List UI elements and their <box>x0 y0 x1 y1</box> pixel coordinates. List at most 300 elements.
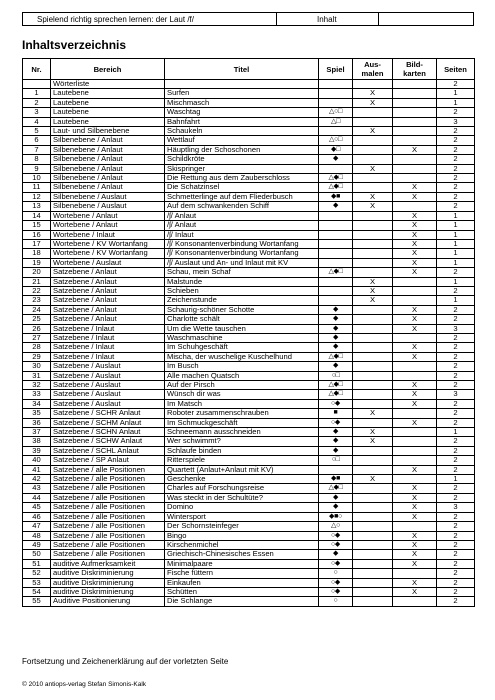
cell-seiten: 1 <box>437 98 475 107</box>
cell-seiten: 2 <box>437 559 475 568</box>
cell-bereich: Satzebene / Anlaut <box>51 286 165 295</box>
cell-seiten: 2 <box>437 174 475 183</box>
cell-spiel: ○◆ <box>319 531 353 540</box>
page-title: Inhaltsverzeichnis <box>22 38 127 52</box>
header-empty-cell <box>379 13 473 25</box>
cell-seiten: 2 <box>437 183 475 192</box>
cell-ausmalen <box>353 503 393 512</box>
cell-bildkarten: X <box>393 381 437 390</box>
cell-bildkarten <box>393 127 437 136</box>
cell-titel: Der Schornsteinfeger <box>165 522 319 531</box>
cell-nr: 8 <box>23 155 51 164</box>
header-section: Inhalt <box>277 13 379 25</box>
table-row <box>23 475 475 484</box>
cell-bildkarten <box>393 333 437 342</box>
cell-seiten: 2 <box>437 268 475 277</box>
cell-seiten: 2 <box>437 456 475 465</box>
cell-seiten: 2 <box>437 343 475 352</box>
cell-bildkarten: X <box>393 324 437 333</box>
column-header-nr: Nr. <box>23 59 51 80</box>
cell-titel: Wer schwimmt? <box>165 437 319 446</box>
cell-bildkarten <box>393 296 437 305</box>
cell-nr: 52 <box>23 569 51 578</box>
cell-titel: /ʃ/ Inlaut <box>165 230 319 239</box>
table-body <box>23 80 475 607</box>
cell-bildkarten: X <box>393 484 437 493</box>
cell-seiten: 2 <box>437 465 475 474</box>
cell-ausmalen <box>353 258 393 267</box>
cell-ausmalen <box>353 315 393 324</box>
cell-ausmalen: X <box>353 202 393 211</box>
cell-seiten: 2 <box>437 286 475 295</box>
table-row <box>23 286 475 295</box>
cell-titel: Um die Wette tauschen <box>165 324 319 333</box>
cell-bildkarten: X <box>393 352 437 361</box>
cell-seiten: 2 <box>437 315 475 324</box>
cell-bildkarten <box>393 371 437 380</box>
cell-bildkarten: X <box>393 305 437 314</box>
table-row <box>23 249 475 258</box>
cell-spiel: ◆ <box>319 305 353 314</box>
cell-nr: 10 <box>23 174 51 183</box>
cell-nr: 23 <box>23 296 51 305</box>
cell-titel: Schieben <box>165 286 319 295</box>
cell-bereich: Satzebene / SCHL Anlaut <box>51 446 165 455</box>
table-row <box>23 174 475 183</box>
cell-ausmalen <box>353 145 393 154</box>
cell-bereich: Satzebene / Auslaut <box>51 371 165 380</box>
cell-bildkarten: X <box>393 258 437 267</box>
cell-spiel: ○□ <box>319 456 353 465</box>
table-row <box>23 202 475 211</box>
cell-ausmalen <box>353 268 393 277</box>
cell-nr: 6 <box>23 136 51 145</box>
cell-bereich: Satzebene / alle Positionen <box>51 484 165 493</box>
cell-spiel: △○ <box>319 522 353 531</box>
cell-seiten: 2 <box>437 484 475 493</box>
table-row <box>23 597 475 606</box>
cell-spiel <box>319 249 353 258</box>
cell-nr: 3 <box>23 108 51 117</box>
cell-ausmalen <box>353 399 393 408</box>
cell-bereich: Satzebene / alle Positionen <box>51 475 165 484</box>
cell-spiel: ○◆ <box>319 418 353 427</box>
cell-bildkarten <box>393 174 437 183</box>
cell-ausmalen: X <box>353 89 393 98</box>
cell-nr: 18 <box>23 249 51 258</box>
table-row <box>23 324 475 333</box>
column-header-seiten: Seiten <box>437 59 475 80</box>
column-header-spiel: Spiel <box>319 59 353 80</box>
cell-spiel: ○ <box>319 597 353 606</box>
cell-titel: Bahnfahrt <box>165 117 319 126</box>
cell-ausmalen: X <box>353 296 393 305</box>
cell-ausmalen <box>353 522 393 531</box>
cell-bildkarten: X <box>393 268 437 277</box>
cell-bildkarten <box>393 80 437 89</box>
cell-bereich: Wortebene / KV Wortanfang <box>51 239 165 248</box>
table-row <box>23 108 475 117</box>
cell-spiel: △◆□ <box>319 352 353 361</box>
cell-ausmalen: X <box>353 164 393 173</box>
cell-nr: 7 <box>23 145 51 154</box>
cell-titel: Ritterspiele <box>165 456 319 465</box>
cell-nr: 42 <box>23 475 51 484</box>
cell-bereich: Lautebene <box>51 89 165 98</box>
cell-bildkarten <box>393 164 437 173</box>
cell-bereich: Satzebene / Auslaut <box>51 399 165 408</box>
cell-spiel: ◆ <box>319 493 353 502</box>
table-row <box>23 465 475 474</box>
cell-titel: Schildkröte <box>165 155 319 164</box>
cell-titel: Griechisch-Chinesisches Essen <box>165 550 319 559</box>
cell-seiten: 1 <box>437 211 475 220</box>
cell-bereich: Satzebene / alle Positionen <box>51 540 165 549</box>
cell-nr: 34 <box>23 399 51 408</box>
cell-bildkarten <box>393 117 437 126</box>
cell-ausmalen: X <box>353 409 393 418</box>
cell-bildkarten: X <box>393 211 437 220</box>
cell-ausmalen <box>353 230 393 239</box>
cell-nr <box>23 80 51 89</box>
cell-seiten: 2 <box>437 381 475 390</box>
cell-titel: Malstunde <box>165 277 319 286</box>
cell-spiel: ◆ <box>319 428 353 437</box>
cell-nr: 54 <box>23 587 51 596</box>
cell-seiten: 2 <box>437 108 475 117</box>
cell-bereich: Silbenebene / Anlaut <box>51 145 165 154</box>
cell-titel: Häuptling der Schoschonen <box>165 145 319 154</box>
cell-nr: 11 <box>23 183 51 192</box>
cell-nr: 35 <box>23 409 51 418</box>
cell-bildkarten <box>393 597 437 606</box>
cell-spiel <box>319 296 353 305</box>
cell-spiel: ◆■○ <box>319 512 353 521</box>
footer-note: Fortsetzung und Zeichenerklärung auf der vorletzten Seite <box>22 657 229 666</box>
cell-bereich: Silbenebene / Auslaut <box>51 192 165 201</box>
cell-titel: Zeichenstunde <box>165 296 319 305</box>
cell-bereich: Satzebene / Anlaut <box>51 296 165 305</box>
header-book-title: Spielend richtig sprechen lernen: der Laut /f/ <box>23 13 277 25</box>
cell-seiten: 2 <box>437 136 475 145</box>
cell-bildkarten <box>393 409 437 418</box>
cell-bereich: auditive Diskriminierung <box>51 569 165 578</box>
cell-spiel: △◆□ <box>319 174 353 183</box>
cell-nr: 20 <box>23 268 51 277</box>
cell-titel: Waschtag <box>165 108 319 117</box>
cell-spiel: △◆□ <box>319 484 353 493</box>
cell-spiel <box>319 164 353 173</box>
cell-ausmalen <box>353 418 393 427</box>
cell-spiel: △◆□ <box>319 268 353 277</box>
cell-seiten: 2 <box>437 371 475 380</box>
cell-titel: Schmetterlinge auf dem Fliederbusch <box>165 192 319 201</box>
table-row <box>23 569 475 578</box>
table-row <box>23 136 475 145</box>
cell-bereich: Satzebene / Auslaut <box>51 381 165 390</box>
cell-ausmalen: X <box>353 127 393 136</box>
cell-bildkarten <box>393 446 437 455</box>
cell-ausmalen <box>353 512 393 521</box>
cell-seiten: 1 <box>437 239 475 248</box>
cell-nr: 33 <box>23 390 51 399</box>
cell-bildkarten: X <box>393 578 437 587</box>
cell-nr: 2 <box>23 98 51 107</box>
cell-seiten: 2 <box>437 522 475 531</box>
cell-nr: 1 <box>23 89 51 98</box>
cell-seiten: 2 <box>437 569 475 578</box>
cell-titel: Wünsch dir was <box>165 390 319 399</box>
cell-spiel: △○□ <box>319 108 353 117</box>
table-row <box>23 503 475 512</box>
cell-ausmalen <box>353 352 393 361</box>
cell-seiten: 1 <box>437 89 475 98</box>
cell-bereich: Satzebene / SCHN Anlaut <box>51 428 165 437</box>
cell-ausmalen <box>353 390 393 399</box>
cell-ausmalen <box>353 587 393 596</box>
cell-spiel <box>319 211 353 220</box>
cell-bereich: Wortebene / Inlaut <box>51 230 165 239</box>
cell-bereich: Satzebene / alle Positionen <box>51 503 165 512</box>
cell-titel: Skispringer <box>165 164 319 173</box>
contents-table <box>22 58 475 607</box>
cell-titel: Auf dem schwankenden Schiff <box>165 202 319 211</box>
table-row <box>23 578 475 587</box>
cell-titel: Fische füttern <box>165 569 319 578</box>
cell-titel: Schaukeln <box>165 127 319 136</box>
cell-bereich: Satzebene / Inlaut <box>51 343 165 352</box>
cell-bereich: Wortebene / KV Wortanfang <box>51 249 165 258</box>
cell-titel: Die Rettung aus dem Zauberschloss <box>165 174 319 183</box>
table-row <box>23 296 475 305</box>
cell-nr: 14 <box>23 211 51 220</box>
cell-bildkarten: X <box>393 503 437 512</box>
cell-seiten: 1 <box>437 475 475 484</box>
cell-ausmalen: X <box>353 277 393 286</box>
table-row <box>23 258 475 267</box>
cell-bereich: Auditive Positionierung <box>51 597 165 606</box>
cell-ausmalen: X <box>353 437 393 446</box>
cell-bereich: Lautebene <box>51 108 165 117</box>
cell-ausmalen <box>353 324 393 333</box>
cell-titel: /ʃ/ Auslaut und An- und Inlaut mit KV <box>165 258 319 267</box>
table-row <box>23 211 475 220</box>
cell-ausmalen <box>353 493 393 502</box>
table-row <box>23 343 475 352</box>
cell-bildkarten <box>393 277 437 286</box>
table-row <box>23 512 475 521</box>
cell-titel: Was steckt in der Schultüte? <box>165 493 319 502</box>
cell-nr: 31 <box>23 371 51 380</box>
cell-nr: 28 <box>23 343 51 352</box>
table-row <box>23 80 475 89</box>
cell-nr: 12 <box>23 192 51 201</box>
cell-bereich: Satzebene / alle Positionen <box>51 550 165 559</box>
cell-seiten: 2 <box>437 333 475 342</box>
cell-nr: 36 <box>23 418 51 427</box>
cell-nr: 50 <box>23 550 51 559</box>
cell-titel: Charles auf Forschungsreise <box>165 484 319 493</box>
cell-spiel: △□ <box>319 117 353 126</box>
cell-bildkarten: X <box>393 418 437 427</box>
cell-spiel: ○◆ <box>319 587 353 596</box>
cell-bereich: Satzebene / alle Positionen <box>51 493 165 502</box>
table-row <box>23 418 475 427</box>
cell-ausmalen: X <box>353 475 393 484</box>
cell-bildkarten: X <box>393 399 437 408</box>
cell-spiel <box>319 239 353 248</box>
cell-titel: /ʃ/ Anlaut <box>165 221 319 230</box>
cell-seiten: 1 <box>437 221 475 230</box>
cell-spiel <box>319 465 353 474</box>
cell-bildkarten: X <box>393 145 437 154</box>
cell-titel: Quartett (Anlaut+Anlaut mit KV) <box>165 465 319 474</box>
table-row <box>23 192 475 201</box>
cell-bereich: Satzebene / SP Anlaut <box>51 456 165 465</box>
cell-spiel: ◆ <box>319 550 353 559</box>
cell-ausmalen <box>353 239 393 248</box>
cell-titel: Schaurig-schöner Schotte <box>165 305 319 314</box>
table-row <box>23 399 475 408</box>
cell-nr: 27 <box>23 333 51 342</box>
cell-nr: 48 <box>23 531 51 540</box>
cell-seiten: 1 <box>437 230 475 239</box>
table-row <box>23 268 475 277</box>
cell-nr: 38 <box>23 437 51 446</box>
table-row <box>23 437 475 446</box>
cell-ausmalen <box>353 362 393 371</box>
cell-titel: Alle machen Quatsch <box>165 371 319 380</box>
cell-spiel: ◆ <box>319 343 353 352</box>
cell-seiten: 1 <box>437 428 475 437</box>
cell-spiel: ○ <box>319 569 353 578</box>
cell-spiel: ◆□ <box>319 145 353 154</box>
cell-spiel <box>319 89 353 98</box>
cell-bereich: Satzebene / alle Positionen <box>51 465 165 474</box>
cell-ausmalen: X <box>353 192 393 201</box>
column-header-ausmalen: Aus- malen <box>353 59 393 80</box>
table-row <box>23 428 475 437</box>
cell-bildkarten <box>393 98 437 107</box>
page-header <box>22 12 474 26</box>
cell-nr: 55 <box>23 597 51 606</box>
cell-bildkarten: X <box>393 230 437 239</box>
cell-bildkarten <box>393 475 437 484</box>
cell-seiten: 2 <box>437 531 475 540</box>
table-row <box>23 352 475 361</box>
table-row <box>23 305 475 314</box>
cell-ausmalen <box>353 221 393 230</box>
cell-titel <box>165 80 319 89</box>
cell-ausmalen <box>353 136 393 145</box>
cell-spiel: ◆■ <box>319 192 353 201</box>
cell-bildkarten <box>393 108 437 117</box>
cell-nr: 51 <box>23 559 51 568</box>
cell-spiel: ○◆ <box>319 578 353 587</box>
cell-seiten: 3 <box>437 503 475 512</box>
cell-bildkarten <box>393 286 437 295</box>
cell-ausmalen <box>353 569 393 578</box>
table-row <box>23 409 475 418</box>
cell-nr: 19 <box>23 258 51 267</box>
cell-spiel <box>319 258 353 267</box>
cell-nr: 13 <box>23 202 51 211</box>
cell-bildkarten: X <box>393 540 437 549</box>
table-row <box>23 127 475 136</box>
cell-bereich: Satzebene / SCHR Anlaut <box>51 409 165 418</box>
cell-titel: Die Schatzinsel <box>165 183 319 192</box>
cell-bereich: Silbenebene / Anlaut <box>51 164 165 173</box>
cell-seiten: 2 <box>437 597 475 606</box>
cell-spiel: △◆□ <box>319 183 353 192</box>
cell-seiten: 2 <box>437 399 475 408</box>
cell-spiel <box>319 127 353 136</box>
table-row <box>23 493 475 502</box>
cell-spiel: ◆ <box>319 324 353 333</box>
cell-bereich: Satzebene / Anlaut <box>51 277 165 286</box>
cell-bereich: auditive Diskriminierung <box>51 578 165 587</box>
cell-spiel: ◆ <box>319 362 353 371</box>
cell-bereich: Satzebene / SCHW Anlaut <box>51 437 165 446</box>
cell-ausmalen <box>353 183 393 192</box>
cell-bildkarten: X <box>393 315 437 324</box>
cell-titel: Schneemann ausschneiden <box>165 428 319 437</box>
cell-bereich: Satzebene / SCHM Anlaut <box>51 418 165 427</box>
table-row <box>23 484 475 493</box>
table-row <box>23 117 475 126</box>
cell-spiel <box>319 286 353 295</box>
cell-bereich: Lautebene <box>51 98 165 107</box>
cell-bereich: Wörterliste <box>51 80 165 89</box>
cell-bereich: Satzebene / Inlaut <box>51 333 165 342</box>
cell-titel: Surfen <box>165 89 319 98</box>
cell-bildkarten: X <box>393 587 437 596</box>
cell-nr: 47 <box>23 522 51 531</box>
table-row <box>23 164 475 173</box>
cell-bildkarten <box>393 437 437 446</box>
cell-seiten: 2 <box>437 437 475 446</box>
column-header-bildkarten: Bild- karten <box>393 59 437 80</box>
cell-titel: /ʃ/ Anlaut <box>165 211 319 220</box>
cell-ausmalen <box>353 484 393 493</box>
cell-ausmalen <box>353 333 393 342</box>
cell-nr: 5 <box>23 127 51 136</box>
table-row <box>23 221 475 230</box>
cell-ausmalen <box>353 108 393 117</box>
cell-nr: 17 <box>23 239 51 248</box>
cell-nr: 22 <box>23 286 51 295</box>
cell-bereich: Wortebene / Auslaut <box>51 258 165 267</box>
cell-seiten: 1 <box>437 258 475 267</box>
cell-seiten: 2 <box>437 550 475 559</box>
cell-spiel: ◆ <box>319 503 353 512</box>
cell-bereich: Silbenebene / Anlaut <box>51 136 165 145</box>
cell-seiten: 2 <box>437 352 475 361</box>
cell-seiten: 3 <box>437 117 475 126</box>
cell-titel: Einkaufen <box>165 578 319 587</box>
cell-seiten: 1 <box>437 296 475 305</box>
cell-bildkarten <box>393 89 437 98</box>
cell-ausmalen: X <box>353 286 393 295</box>
cell-nr: 39 <box>23 446 51 455</box>
cell-bildkarten <box>393 428 437 437</box>
cell-ausmalen <box>353 559 393 568</box>
cell-ausmalen <box>353 456 393 465</box>
cell-titel: Schau, mein Schaf <box>165 268 319 277</box>
table-row <box>23 522 475 531</box>
cell-seiten: 2 <box>437 540 475 549</box>
cell-spiel: ■ <box>319 409 353 418</box>
